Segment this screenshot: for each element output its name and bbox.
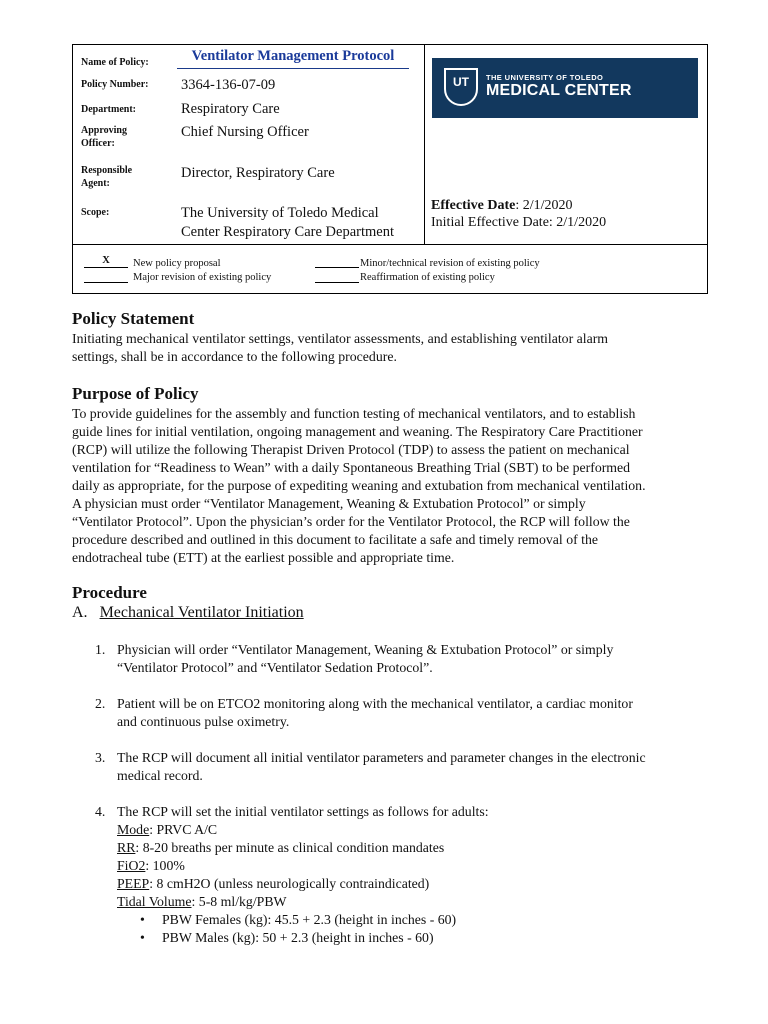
major-revision-checkbox[interactable] [84, 270, 128, 283]
setting-mode: Mode: PRVC A/C [117, 822, 218, 837]
logo-university-text: THE UNIVERSITY OF TOLEDO [486, 73, 604, 82]
setting-fio2: FiO2: 100% [117, 858, 185, 873]
procedure-heading: Procedure [72, 583, 147, 602]
department-label: Department: [81, 104, 136, 115]
initial-effective-date: Initial Effective Date: 2/1/2020 [431, 215, 607, 230]
scope-value-line1: The University of Toledo Medical [181, 205, 379, 221]
major-revision-label: Major revision of existing policy [133, 272, 272, 283]
approving-officer-value: Chief Nursing Officer [181, 124, 309, 140]
logo-medical-center-text: MEDICAL CENTER [486, 82, 632, 99]
setting-peep: PEEP: 8 cmH2O (unless neurologically contraindicated) [117, 876, 430, 891]
purpose-heading: Purpose of Policy [72, 384, 199, 403]
minor-revision-label: Minor/technical revision of existing policy [360, 258, 540, 269]
section-a-heading: A. Mechanical Ventilator Initiation [72, 604, 304, 621]
setting-tidal-volume: Tidal Volume: 5-8 ml/kg/PBW [117, 894, 287, 909]
scope-label: Scope: [81, 207, 110, 218]
bullet-icon: • [140, 930, 145, 945]
purpose-text: To provide guidelines for the assembly and function testing of mechanical ventilators, and to establish guide lines for initial ventilation, ongoing management and weaning. The Respiratory Care Practitioner (RCP) will utilize the following Therapist Driven Protocol (TDP) to assess the patient on mechanical ventilation for “Readiness to Wean” with a daily Spontaneous Breathing Trial (SBT) to be performed daily as appropriate, for the purpose of expediting weaning and extubation from mechanical ventilation. A physician must order “Ventilator Management, Weaning & Extubation Protocol” or simply “Ventilator Protocol”. Upon the physician’s order for the Ventilator Protocol, the RCP will follow the procedure described and outlined in this document to facilitate a safe and timely removal of the endotracheal tube (ETT) at the earliest possible and appropriate time. [72, 406, 646, 565]
reaffirmation-label: Reaffirmation of existing policy [360, 272, 495, 283]
revision-checkboxes [73, 244, 707, 294]
section-a-title: Mechanical Ventilator Initiation [99, 604, 304, 621]
medical-center-logo [432, 58, 698, 118]
policy-name-label: Name of Policy: [81, 57, 149, 68]
minor-revision-checkbox[interactable] [315, 255, 359, 268]
policy-header-table [72, 44, 708, 294]
policy-number-label: Policy Number: [81, 79, 149, 90]
approving-officer-label-2: Officer: [81, 138, 115, 149]
ut-shield-icon: UT [444, 68, 478, 106]
new-policy-label: New policy proposal [133, 258, 221, 269]
policy-info-cell [73, 45, 425, 244]
policy-number-value: 3364-136-07-09 [181, 77, 276, 93]
responsible-agent-label-2: Agent: [81, 178, 110, 189]
responsible-agent-value: Director, Respiratory Care [181, 165, 335, 181]
bullet-icon: • [140, 912, 145, 927]
new-policy-checkbox[interactable]: X [84, 255, 128, 268]
effective-date: Effective Date: 2/1/2020 [431, 198, 573, 213]
reaffirmation-checkbox[interactable] [315, 270, 359, 283]
policy-statement-heading: Policy Statement [72, 309, 195, 328]
department-value: Respiratory Care [181, 101, 280, 117]
setting-rr: RR: 8-20 breaths per minute as clinical condition mandates [117, 840, 445, 855]
scope-value-line2: Center Respiratory Care Department [181, 224, 394, 240]
approving-officer-label-1: Approving [81, 125, 127, 136]
policy-name-value: Ventilator Management Protocol [177, 46, 409, 69]
policy-statement-text: Initiating mechanical ventilator settings, ventilator assessments, and establishing ventilator alarm settings, shall be in accordance to the following procedure. [72, 331, 609, 364]
responsible-agent-label-1: Responsible [81, 165, 133, 176]
